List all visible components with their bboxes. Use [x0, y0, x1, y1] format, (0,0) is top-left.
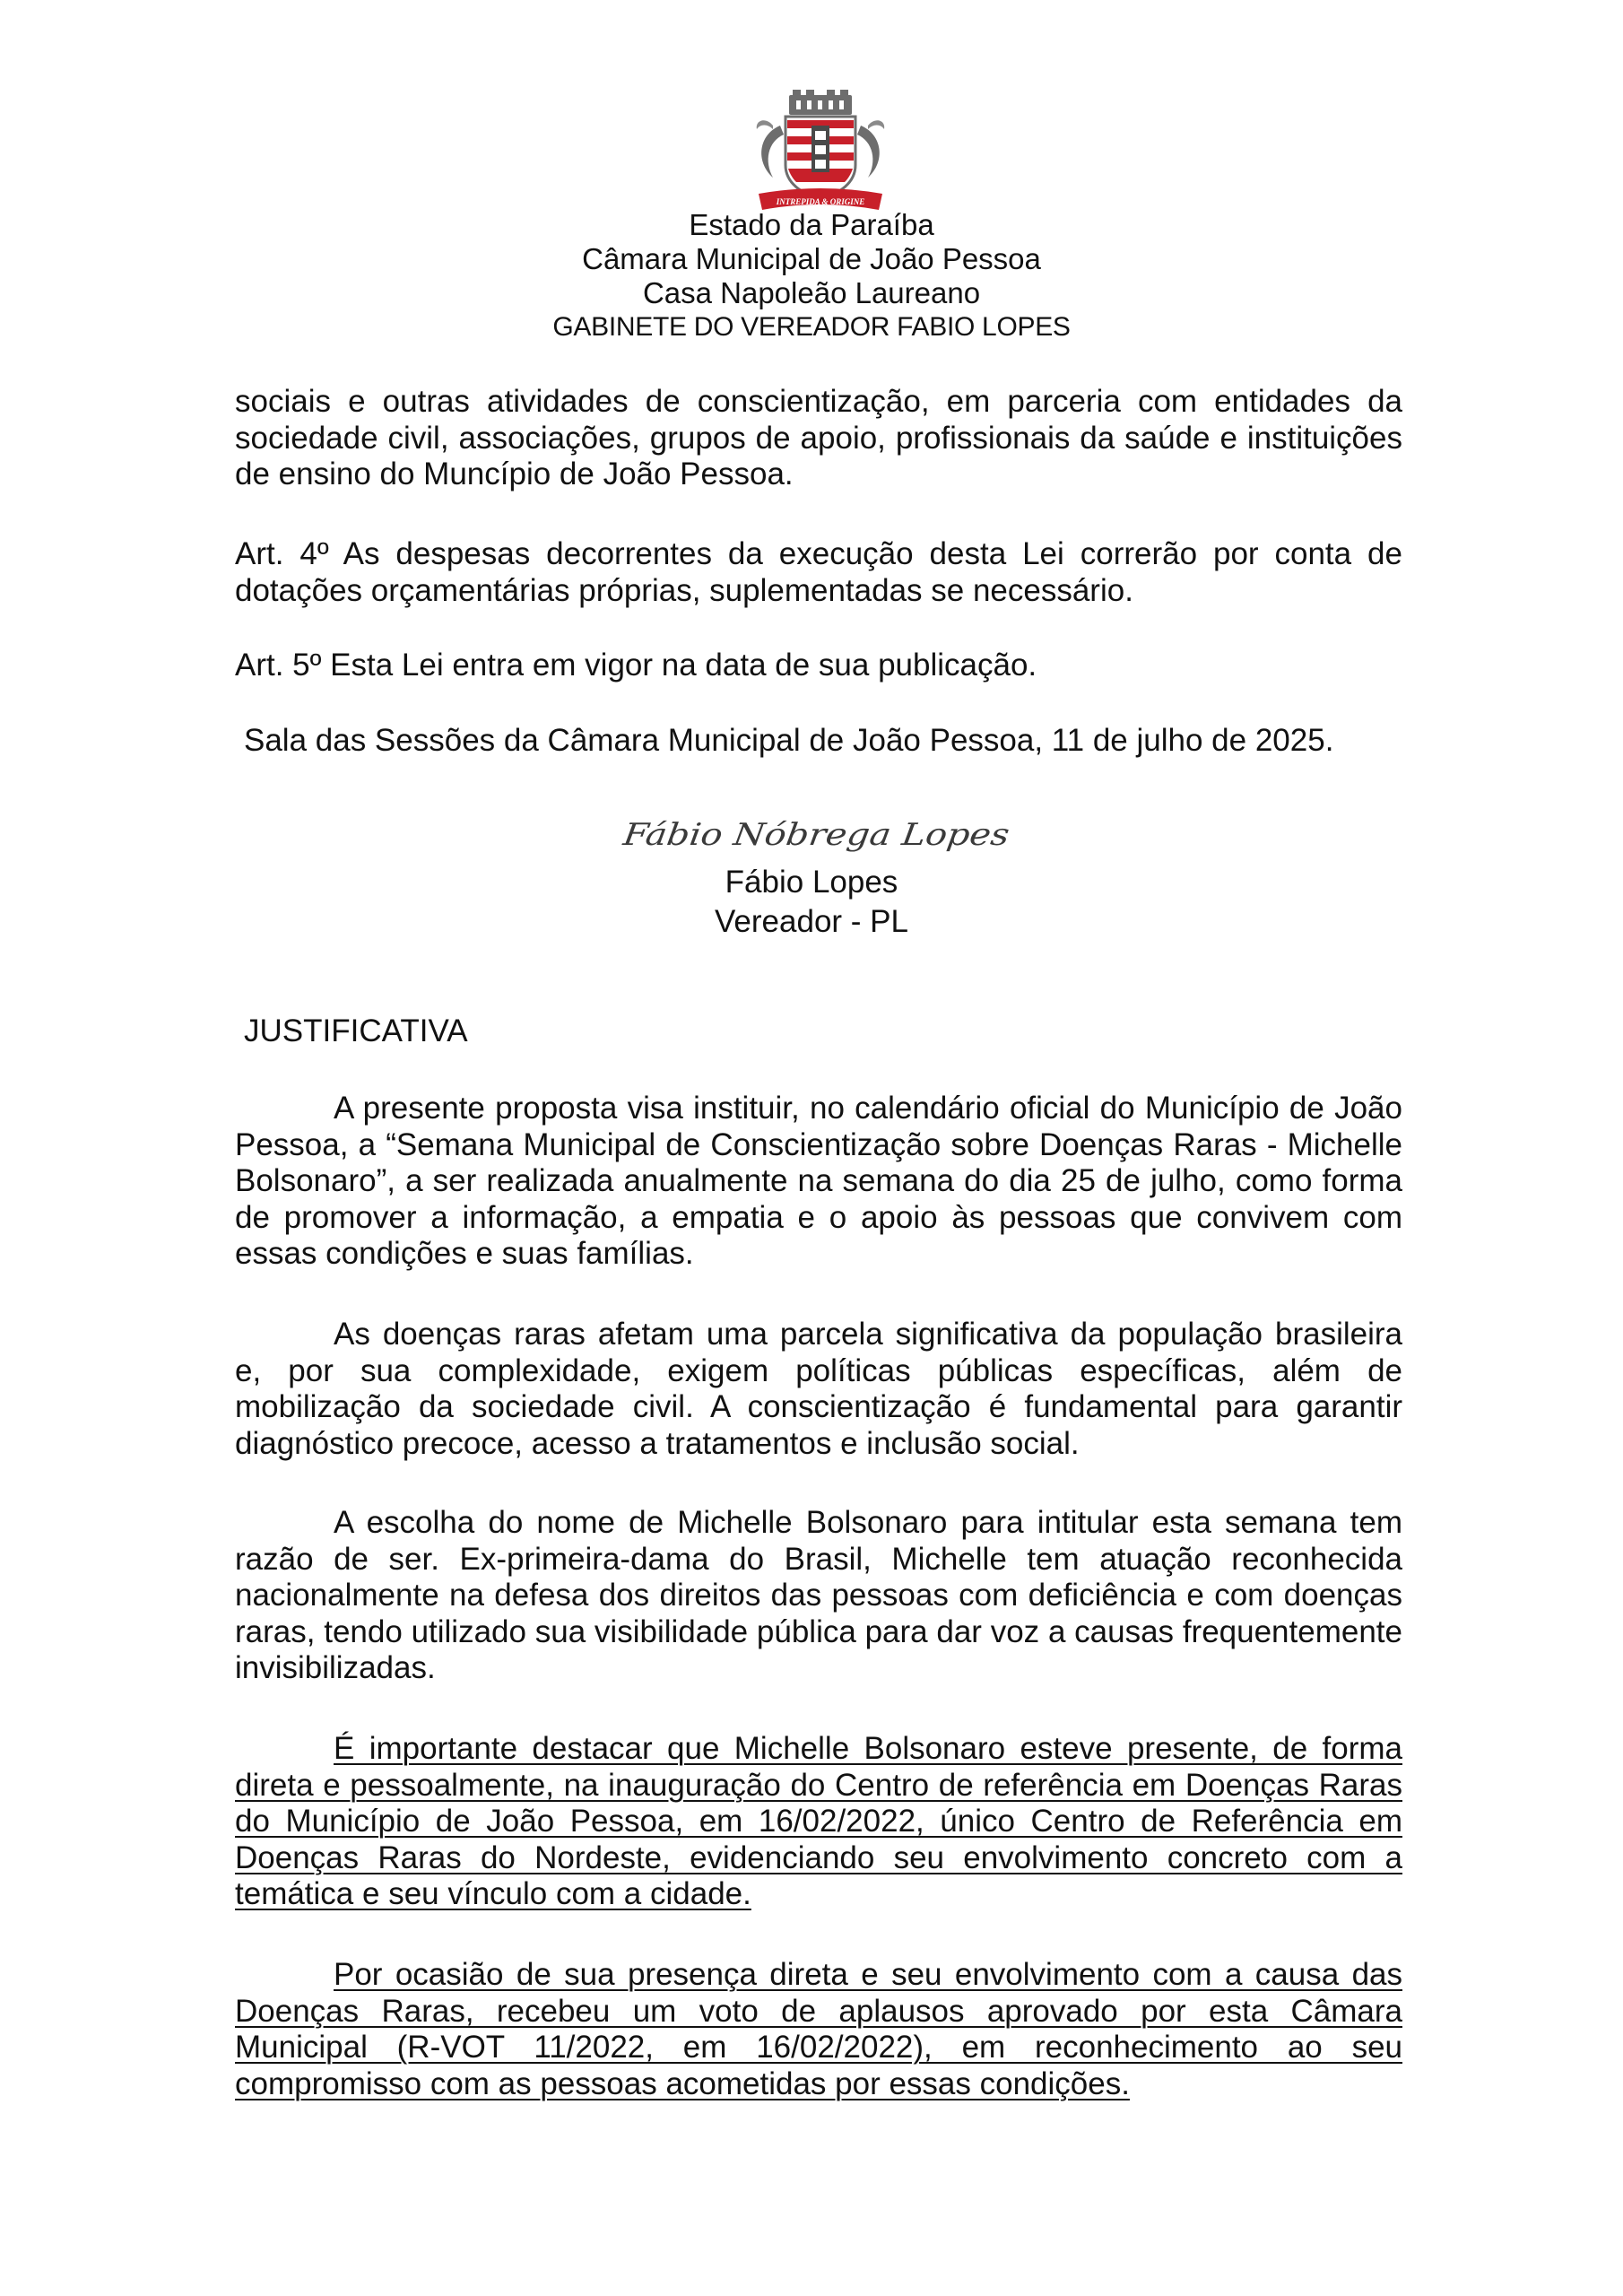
justification-paragraph-1: A presente proposta visa instituir, no calendário oficial do Município de João Pessoa, a “Semana Municipal de Conscientização sobre Doenças Raras - Michelle Bolsonaro”, a ser realizada anualmente na semana do dia 25 de julho, como forma de promover a informação, a empatia e o apoio às pessoas que convivem com essas condições e suas famílias.	[235, 1091, 1402, 1271]
chamber-name: Câmara Municipal de João Pessoa	[582, 242, 1041, 275]
justification-paragraph-3: A escolha do nome de Michelle Bolsonaro para intitular esta semana tem razão de ser. Ex-primeira-dama do Brasil, Michelle tem atuação reconhecida nacionalmente na defesa dos direitos das pessoas com deficiência e com doenças raras, tendo utilizado sua visibilidade pública para dar voz a causas frequentemente invisibilizadas.	[235, 1505, 1402, 1685]
article-4: Art. 4º As despesas decorrentes da execução desta Lei correrão por conta de dotações orçamentárias próprias, suplementadas se necessário.	[235, 536, 1402, 608]
article-5: Art. 5º Esta Lei entra em vigor na data de sua publicação.	[235, 648, 1037, 683]
handwritten-signature	[619, 805, 1031, 861]
signatory-block	[0, 863, 1623, 942]
house-name: Casa Napoleão Laureano	[642, 276, 981, 309]
session-date-line: Sala das Sessões da Câmara Municipal de João Pessoa, 11 de julho de 2025.	[244, 723, 1334, 758]
justification-paragraph-4: É importante destacar que Michelle Bolsonaro esteve presente, de forma direta e pessoalmente, na inauguração do Centro de referência em Doenças Raras do Município de João Pessoa, em 16/02/2022, único Centro de Referência em Doenças Raras do Nordeste, evidenciando seu envolvimento concreto com a temática e seu vínculo com a cidade.	[235, 1731, 1402, 1911]
justification-paragraph-5: Por ocasião de sua presença direta e seu envolvimento com a causa das Doenças Raras, recebeu um voto de aplausos aprovado por esta Câmara Municipal (R-VOT 11/2022, em 16/02/2022), em reconhecimento ao seu compromisso com as pessoas acometidas por essas condições.	[235, 1957, 1402, 2101]
svg-text:Fábio Nóbrega Lopes: Fábio Nóbrega Lopes	[621, 817, 958, 853]
paragraph-continued: sociais e outras atividades de conscientização, em parceria com entidades da sociedade civil, associações, grupos de apoio, profissionais da saúde e instituições de ensino do Muncípio de João Pessoa.	[235, 384, 1402, 491]
svg-text:INTREPIDA & ORIGINE: INTREPIDA & ORIGINE	[776, 197, 865, 206]
signatory-role: Vereador - PL	[715, 904, 908, 939]
justification-heading: JUSTIFICATIVA	[244, 1013, 468, 1048]
letterhead	[0, 208, 1623, 344]
coat-of-arms-logo	[746, 90, 895, 215]
justification-paragraph-2: As doenças raras afetam uma parcela significativa da população brasileira e, por sua complexidade, exigem políticas públicas específicas, além de mobilização da sociedade civil. A conscientização é fundamental para garantir diagnóstico precoce, acesso a tratamentos e inclusão social.	[235, 1317, 1402, 1461]
state-name: Estado da Paraíba	[689, 208, 934, 241]
signatory-name: Fábio Lopes	[725, 865, 898, 900]
office-name: GABINETE DO VEREADOR FABIO LOPES	[552, 312, 1071, 342]
